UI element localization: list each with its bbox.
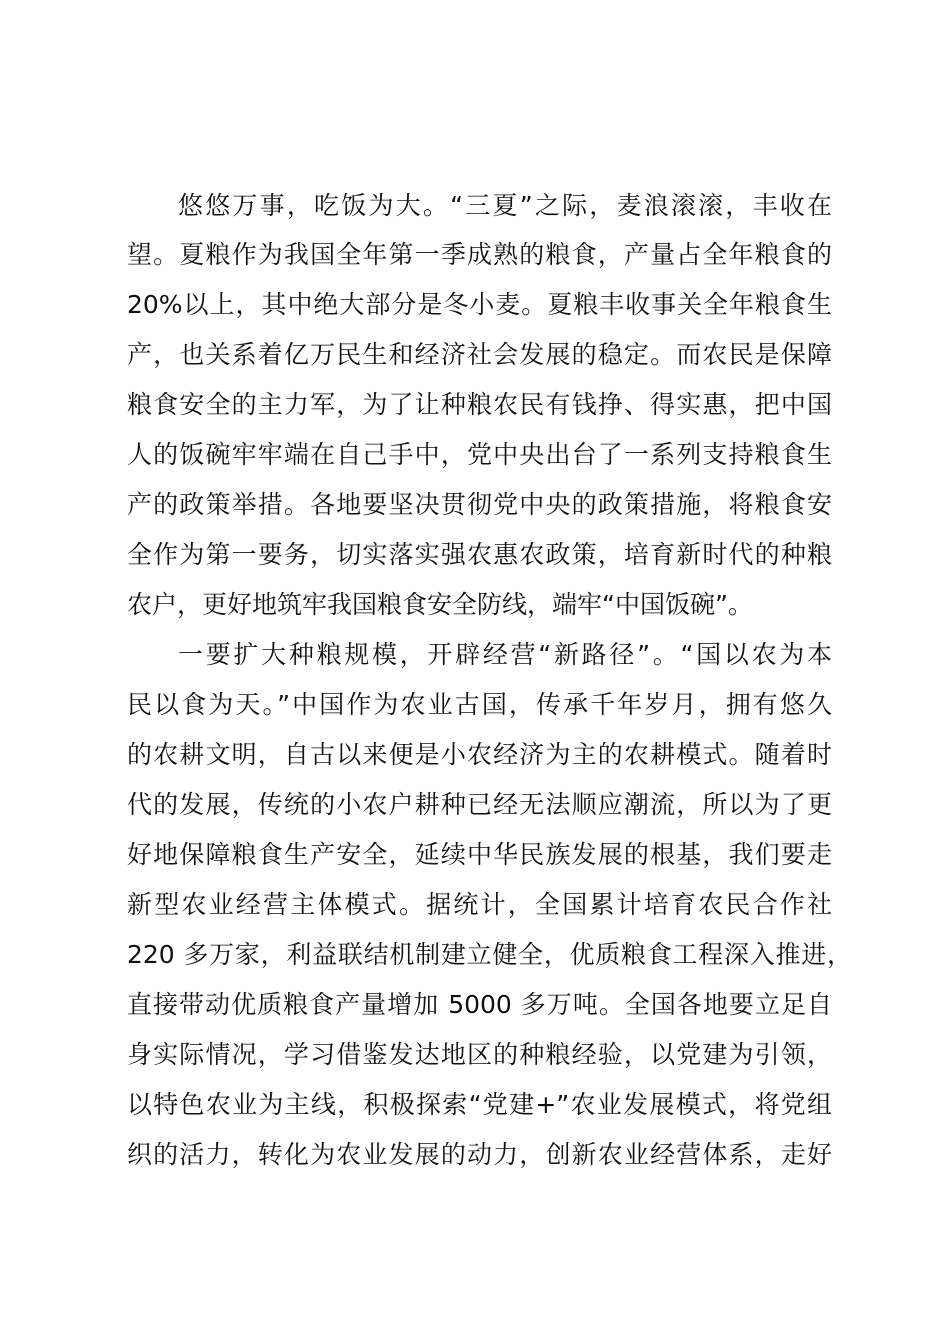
paragraph-line: 一要扩大种粮规模，开辟经营“新路径”。“国以农为本	[178, 640, 832, 669]
paragraph-line: 望。夏粮作为我国全年第一季成熟的粮食，产量占全年粮食的	[127, 240, 832, 269]
paragraph-line: 悠悠万事，吃饭为大。“三夏”之际，麦浪滚滚，丰收在	[178, 191, 832, 220]
paragraph-line: 人的饭碗牢牢端在自己手中，党中央出台了一系列支持粮食生	[127, 440, 832, 469]
paragraph-line: 民以食为天。”中国作为农业古国，传承千年岁月，拥有悠久	[127, 690, 832, 719]
paragraph-line: 新型农业经营主体模式。据统计，全国累计培育农民合作社	[127, 890, 832, 919]
paragraph-line: 的农耕文明，自古以来便是小农经济为主的农耕模式。随着时	[127, 740, 832, 769]
paragraph-line: 身实际情况，学习借鉴发达地区的种粮经验，以党建为引领，	[127, 1040, 832, 1069]
paragraph-line: 220 多万家，利益联结机制建立健全，优质粮食工程深入推进，	[127, 940, 852, 969]
paragraph-line: 以特色农业为主线，积极探索“党建+”农业发展模式，将党组	[127, 1090, 832, 1119]
paragraph-line: 全作为第一要务，切实落实强农惠农政策，培育新时代的种粮	[127, 540, 832, 569]
paragraph-line: 产的政策举措。各地要坚决贯彻党中央的政策措施，将粮食安	[127, 490, 832, 519]
paragraph-line: 代的发展，传统的小农户耕种已经无法顺应潮流，所以为了更	[127, 790, 832, 819]
paragraph-line: 织的活力，转化为农业发展的动力，创新农业经营体系，走好	[127, 1140, 832, 1169]
paragraph-line: 粮食安全的主力军，为了让种粮农民有钱挣、得实惠，把中国	[127, 390, 832, 419]
paragraph-line: 农户，更好地筑牢我国粮食安全防线，端牢“中国饭碗”。	[127, 590, 753, 619]
paragraph-line: 好地保障粮食生产安全，延续中华民族发展的根基，我们要走	[127, 840, 832, 869]
paragraph-line: 产，也关系着亿万民生和经济社会发展的稳定。而农民是保障	[127, 340, 832, 369]
paragraph-line: 20%以上，其中绝大部分是冬小麦。夏粮丰收事关全年粮食生	[127, 290, 832, 319]
paragraph-line: 直接带动优质粮食产量增加 5000 多万吨。全国各地要立足自	[127, 990, 832, 1019]
